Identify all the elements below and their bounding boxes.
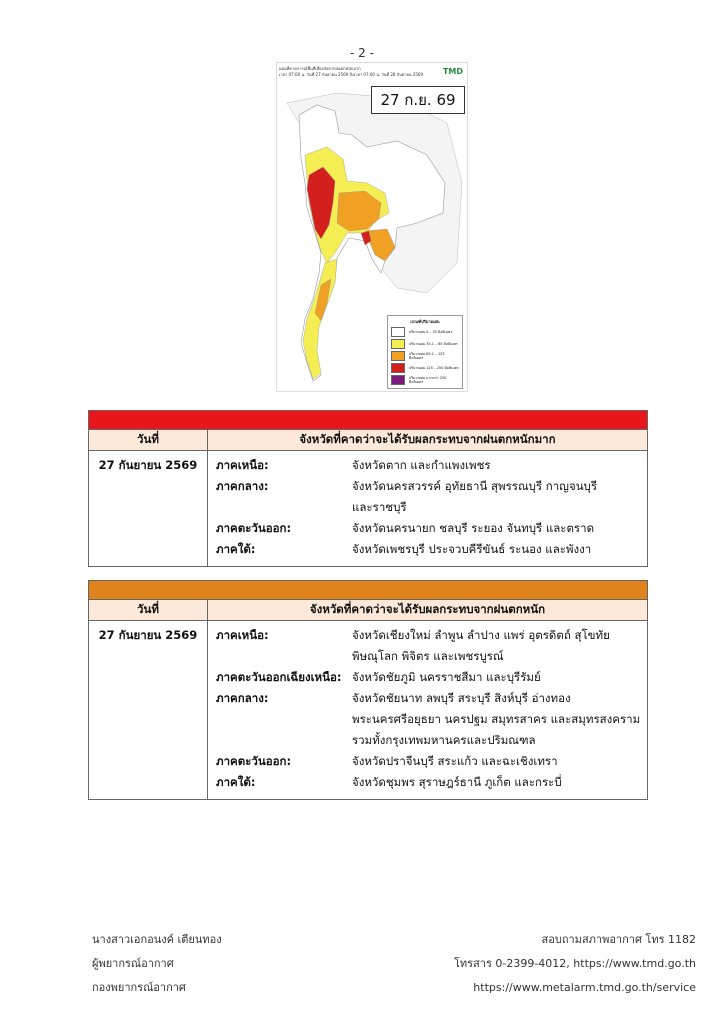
- legend-swatch: [391, 351, 405, 361]
- region-provinces: [352, 539, 641, 560]
- region-name: ภาคกลาง:: [216, 479, 269, 493]
- header-date: วันที่: [89, 600, 208, 621]
- map-title-line: แผนที่คาดการณ์พื้นที่เสี่ยงภัยจากฝนตกหนักมาก: [279, 66, 361, 71]
- header-date: วันที่: [89, 430, 208, 451]
- province-line: จังหวัดเพชรบุรี ประจวบคีรีขันธ์ ระนอง และพังงา: [352, 542, 592, 556]
- legend-item: [391, 363, 459, 373]
- region-row: [216, 751, 641, 772]
- legend-label: ปริมาณฝน 125 – 250 มิลลิเมตร: [409, 366, 459, 370]
- legend-swatch: [391, 339, 405, 349]
- heavy-rain-table: [88, 580, 648, 800]
- region-row: [216, 455, 641, 476]
- region-name: ภาคใต้:: [216, 775, 256, 789]
- rain-risk-map: [276, 62, 468, 392]
- region-name: ภาคกลาง:: [216, 691, 269, 705]
- legend-item: [391, 327, 459, 337]
- tmd-logo: TMD: [442, 67, 463, 76]
- region-row: [216, 518, 641, 539]
- region-name: ภาคเหนือ:: [216, 458, 269, 472]
- page-number: - 2 -: [350, 46, 374, 60]
- legend-label: ปริมาณฝน มากกว่า 250 มิลลิเมตร: [409, 376, 447, 384]
- legend-swatch: [391, 327, 405, 337]
- region-provinces: [352, 455, 641, 476]
- contact-phone: สอบถามสภาพอากาศ โทร 1182: [541, 933, 696, 946]
- province-line: จังหวัดปราจีนบุรี สระแก้ว และฉะเชิงเทรา: [352, 754, 558, 768]
- province-line: จังหวัดชัยนาท ลพบุรี สระบุรี สิงห์บุรี อ่างทอง: [352, 691, 571, 705]
- region-name: ภาคตะวันออก:: [216, 754, 292, 768]
- region-row: [216, 539, 641, 560]
- region-row: [216, 476, 641, 518]
- province-line: จังหวัดเชียงใหม่ ลำพูน ลำปาง แพร่ อุตรดิตถ์ สุโขทัย: [352, 628, 610, 642]
- region-name: ภาคตะวันออก:: [216, 521, 292, 535]
- very-heavy-rain-table: [88, 410, 648, 567]
- province-line: พระนครศรีอยุธยา นครปฐม สมุทรสาคร และสมุทรสงคราม: [352, 712, 641, 726]
- forecast-date: 27 กันยายน 2569: [89, 451, 208, 567]
- legend-label: ปริมาณฝน 0 – 35 มิลลิเมตร: [409, 330, 453, 334]
- legend-item: [391, 375, 459, 385]
- region-row: [216, 688, 641, 751]
- contact-fax-website[interactable]: โทรสาร 0-2399-4012, https://www.tmd.go.th: [454, 957, 696, 970]
- province-line: รวมทั้งกรุงเทพมหานครและปริมณฑล: [352, 733, 536, 747]
- footer-contact: [454, 928, 696, 1000]
- map-legend: [387, 315, 463, 389]
- province-line: และราชบุรี: [352, 500, 407, 514]
- region-row: [216, 772, 641, 793]
- province-line: จังหวัดนครสวรรค์ อุทัยธานี สุพรรณบุรี กาญจนบุรี: [352, 479, 598, 493]
- region-provinces: [352, 476, 641, 518]
- province-line: จังหวัดนครนายก ชลบุรี ระยอง จันทบุรี และตราด: [352, 521, 595, 535]
- region-list: [208, 451, 648, 567]
- region-row: [216, 667, 641, 688]
- map-subtitle-line: เวลา 07:00 น. วันที่ 27 กันยายน 2569 ถึงเวลา 07:00 น. วันที่ 28 กันยายน 2569: [279, 72, 424, 77]
- region-provinces: [352, 518, 641, 539]
- region-name: ภาคเหนือ:: [216, 628, 269, 642]
- region-provinces: [352, 751, 641, 772]
- map-date-label: 27 ก.ย. 69: [371, 86, 465, 114]
- legend-item: [391, 351, 459, 361]
- legend-label: ปริมาณฝน 65.1 – 125 มิลลิเมตร: [409, 352, 445, 360]
- severity-band-orange: [89, 581, 648, 600]
- region-provinces: [352, 625, 641, 667]
- forecaster-title: ผู้พยากรณ์อากาศ: [92, 957, 174, 970]
- header-provinces: จังหวัดที่คาดว่าจะได้รับผลกระทบจากฝนตกหนัก: [208, 600, 648, 621]
- region-list: [208, 621, 648, 800]
- region-name: ภาคตะวันออกเฉียงเหนือ:: [216, 670, 342, 684]
- region-provinces: [352, 688, 641, 751]
- province-line: จังหวัดชัยภูมิ นครราชสีมา และบุรีรัมย์: [352, 670, 541, 684]
- forecast-date: 27 กันยายน 2569: [89, 621, 208, 800]
- region-row: [216, 625, 641, 667]
- province-line: จังหวัดชุมพร สุราษฎร์ธานี ภูเก็ต และกระบี่: [352, 775, 562, 789]
- department-name: กองพยากรณ์อากาศ: [92, 981, 186, 994]
- legend-item: [391, 339, 459, 349]
- legend-title: เกณฑ์ปริมาณฝน: [410, 319, 440, 324]
- forecaster-name: นางสาวเอกอนงค์ เตียนทอง: [92, 933, 222, 946]
- map-title: [279, 66, 423, 78]
- province-line: พิษณุโลก พิจิตร และเพชรบูรณ์: [352, 649, 504, 663]
- header-provinces: จังหวัดที่คาดว่าจะได้รับผลกระทบจากฝนตกหนักมาก: [208, 430, 648, 451]
- region-name: ภาคใต้:: [216, 542, 256, 556]
- legend-swatch: [391, 363, 405, 373]
- province-line: จังหวัดตาก และกำแพงเพชร: [352, 458, 491, 472]
- legend-swatch: [391, 375, 405, 385]
- legend-label: ปริมาณฝน 35.1 – 65 มิลลิเมตร: [409, 342, 458, 346]
- region-provinces: [352, 772, 641, 793]
- service-link[interactable]: https://www.metalarm.tmd.go.th/service: [473, 981, 696, 994]
- region-provinces: [352, 667, 641, 688]
- severity-band-red: [89, 411, 648, 430]
- footer-signature: [92, 928, 222, 1000]
